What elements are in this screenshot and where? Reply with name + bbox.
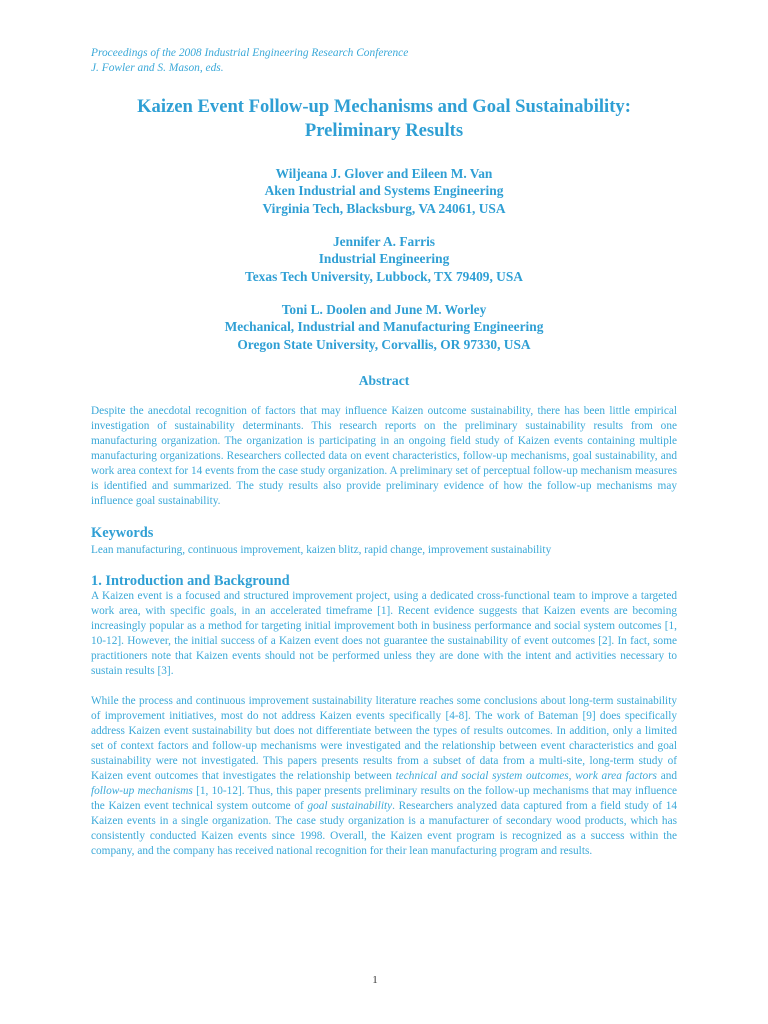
proceedings-header — [91, 46, 408, 76]
para2-text-a: While the process and continuous improvement sustainability literature reaches some conclusions about long-term sustainability of improvement initiatives, most do not address Kaizen events specifically [4-8]. The work of Bateman [9] does specifically address Kaizen event sustainability but does not differentiate between the types of results outcomes. In addition, only a limited set of context factors and follow-up mechanisms were investigated and the relationship between event characteristics and goal sustainability were not investigated. This papers presents results from a subset of data from a multi-site, long-term study of Kaizen event outcomes that investigates the relationship between — [91, 695, 677, 782]
author-names: Wiljeana J. Glover and Eileen M. Van — [275, 166, 493, 181]
author-names: Toni L. Doolen and June M. Worley — [281, 302, 487, 317]
section-1-heading: 1. Introduction and Background — [91, 573, 290, 589]
para2-text-c: and — [656, 770, 678, 782]
author-block-1 — [0, 165, 768, 217]
section-1-paragraph-1 — [91, 589, 677, 679]
intro-paragraph-2 — [91, 694, 677, 859]
author-affiliation: Aken Industrial and Systems Engineering — [264, 183, 504, 199]
para2-text-b: , — [568, 770, 576, 782]
author-address: Oregon State University, Corvallis, OR 97330, USA — [237, 336, 531, 352]
author-block-3 — [0, 301, 768, 353]
section-1-paragraph-2 — [91, 694, 677, 859]
abstract-paragraph: Despite the anecdotal recognition of factors that may influence Kaizen outcome sustainability, there has been little empirical investigation of sustainability determinants. This research reports on the preliminary sustainability results from one manufacturing organization. The organization is participating in an ongoing field study of Kaizen events containing multiple manufacturing organizations. Researchers collected data on event characteristics, follow-up mechanisms, goal sustainability, and work area context for 14 events from the case study organization. A preliminary set of perceptual follow-up mechanism measures is identified and summarized. The study results also provide preliminary evidence of how the follow-up mechanisms may influence goal sustainability. — [91, 405, 677, 507]
para2-text-d: [1, 10-12]. Thus, this paper presents preliminary results on the follow-up mechanisms that may influence the Kaizen event technical system outcome of — [91, 785, 677, 812]
para2-emphasis-4: goal sustainability — [307, 800, 393, 812]
title-line-2: Preliminary Results — [304, 120, 464, 141]
title-line-1: Kaizen Event Follow-up Mechanisms and Goal Sustainability: — [137, 96, 631, 117]
abstract-heading: Abstract — [358, 373, 410, 388]
intro-paragraph-1: A Kaizen event is a focused and structured improvement project, using a dedicated cross-functional team to improve a targeted work area, with specific goals, in an accelerated timeframe [1]. Recent evidence suggests that Kaizen events are becoming increasingly popular as a method for targeting initial improvement both in business performance and social system outcomes [1, 10-12]. However, the initial success of a Kaizen event does not guarantee the sustainability of event outcomes [2]. In fact, some practitioners note that Kaizen events should not be performed unless they are done with the intent and activities necessary to sustain results [3]. — [91, 590, 677, 677]
para2-emphasis-3: follow-up mechanisms — [91, 785, 193, 797]
para2-text-e: . Researchers analyzed data captured from a field study of 14 Kaizen events in a single organization. The case study organization is a manufacturer of secondary wood products, which has consistently conducted Kaizen events since 1998. Overall, the Kaizen event program is recognized as a success within the company, and the company has received national recognition for their lean manufacturing program and results. — [91, 800, 678, 857]
author-affiliation: Mechanical, Industrial and Manufacturing Engineering — [224, 319, 544, 335]
abstract-text — [91, 404, 677, 509]
paper-title — [0, 95, 768, 143]
keywords-text: Lean manufacturing, continuous improvement, kaizen blitz, rapid change, improvement sustainability — [91, 544, 552, 556]
keywords-heading: Keywords — [91, 525, 154, 541]
author-address: Virginia Tech, Blacksburg, VA 24061, USA — [262, 200, 506, 216]
para2-emphasis-2: work area factors — [575, 770, 657, 782]
proceedings-line-2: J. Fowler and S. Mason, eds. — [91, 62, 224, 74]
author-block-2 — [0, 233, 768, 285]
author-affiliation: Industrial Engineering — [318, 251, 450, 267]
author-address: Texas Tech University, Lubbock, TX 79409, USA — [245, 268, 523, 284]
author-names: Jennifer A. Farris — [332, 234, 436, 249]
proceedings-line-1: Proceedings of the 2008 Industrial Engineering Research Conference — [91, 47, 409, 59]
para2-emphasis-1: technical and social system outcomes — [395, 770, 569, 782]
page-number: 1 — [372, 974, 378, 986]
